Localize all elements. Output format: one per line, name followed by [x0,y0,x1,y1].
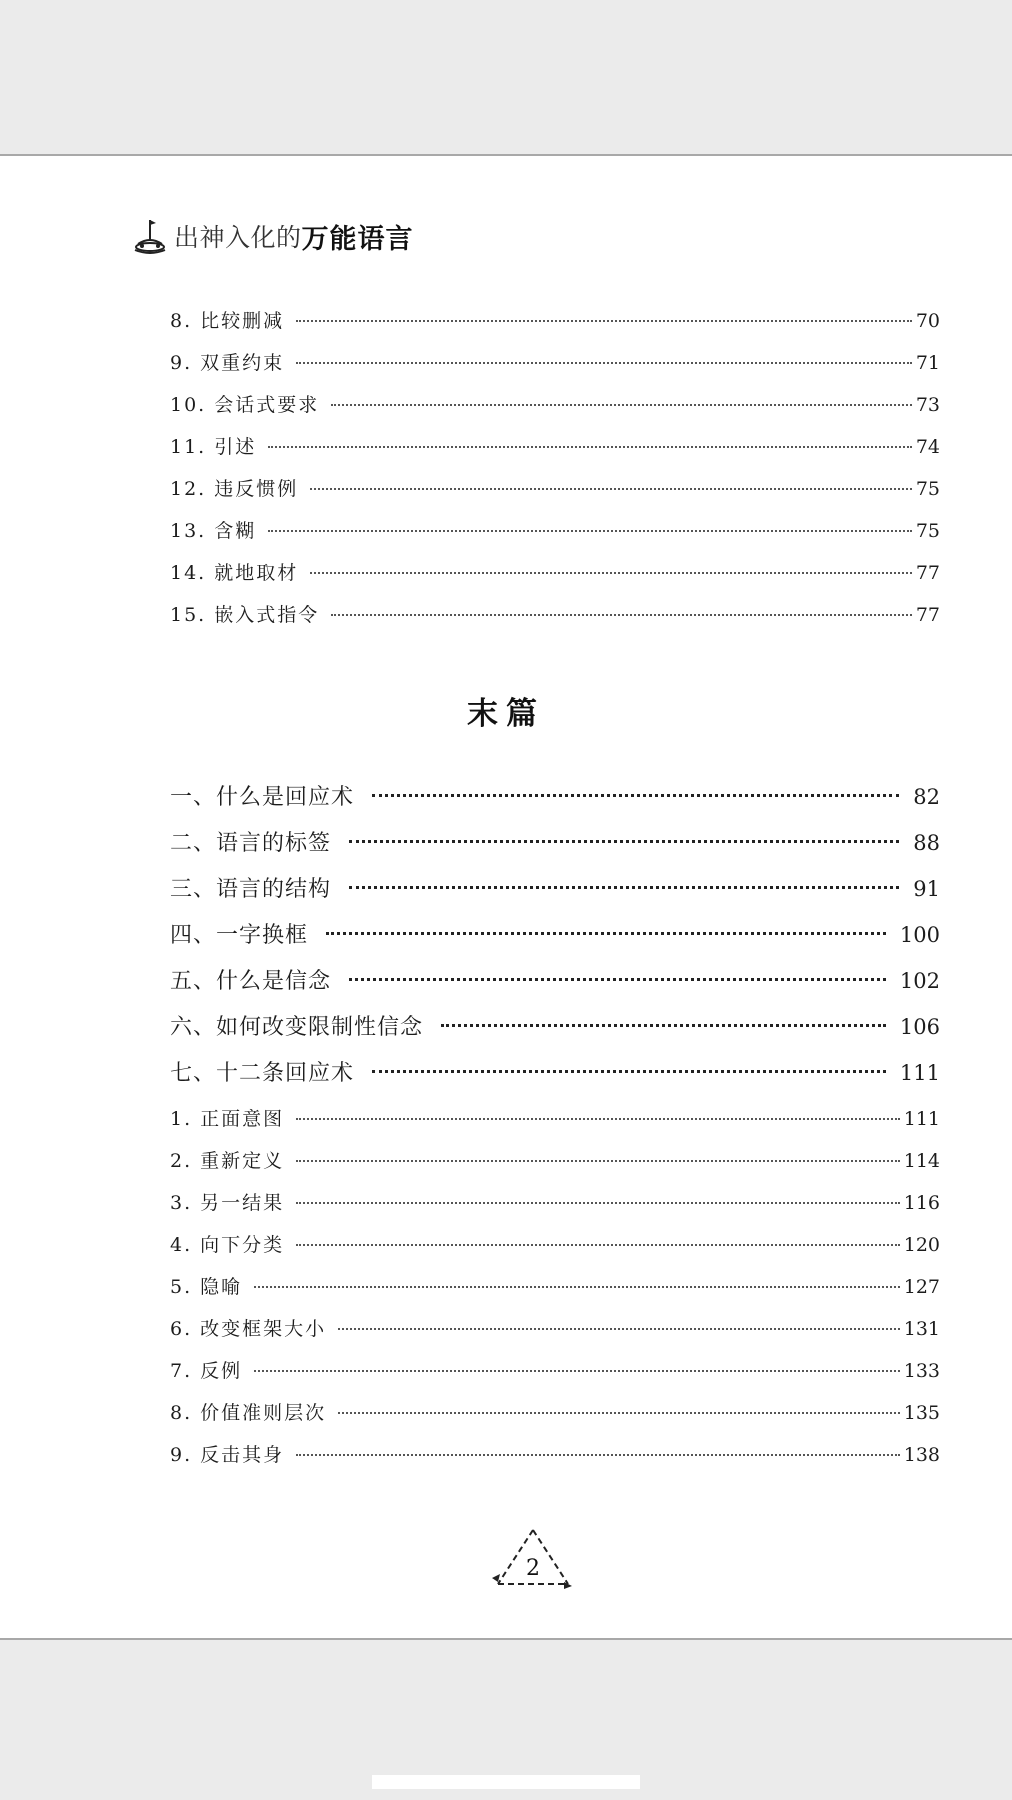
dot-leader [331,404,912,406]
dot-leader [441,1024,886,1027]
toc-chapter-label: 七、十二条回应术 [170,1061,355,1086]
toc-entry-label: 8. 价值准则层次 [170,1402,327,1424]
toc-entry-label: 9. 双重约束 [170,352,285,374]
dot-leader [310,572,912,574]
toc-chapter-entry[interactable] [170,1010,940,1041]
header-title-light: 出神入化的 [174,223,302,252]
toc-entry-page: 73 [915,394,940,416]
toc-chapter-entry[interactable] [170,964,940,995]
toc-entry-label: 11. 引述 [170,436,257,458]
dot-leader [296,1160,900,1162]
toc-entry-label: 7. 反例 [170,1360,243,1382]
book-page [0,154,1012,1640]
toc-entry-page: 127 [903,1276,940,1298]
toc-entry-page: 77 [915,562,940,584]
toc-entry-page: 71 [915,352,940,374]
toc-chapter-entry[interactable] [170,780,940,811]
home-indicator-bar[interactable] [372,1775,640,1789]
dot-leader [372,1070,886,1073]
toc-chapter-page: 91 [913,877,940,901]
dot-leader [331,614,912,616]
dot-leader [310,488,912,490]
toc-chapter-page: 106 [899,1015,940,1039]
toc-chapter-entry[interactable] [170,826,940,857]
toc-entry-label: 15. 嵌入式指令 [170,604,320,626]
dot-leader [349,978,886,981]
dot-leader [268,530,912,532]
toc-entry-page: 135 [903,1402,940,1424]
screen-top-margin [0,0,1012,153]
dot-leader [338,1412,900,1414]
dot-leader [268,446,912,448]
toc-entry-label: 9. 反击其身 [170,1444,285,1466]
toc-entry-page: 131 [903,1318,940,1340]
toc-entry[interactable] [170,1314,940,1341]
toc-chapter-page: 111 [899,1061,940,1085]
toc-entry[interactable] [170,1356,940,1383]
toc-entry-label: 10. 会话式要求 [170,394,320,416]
dot-leader [254,1370,900,1372]
dot-leader [296,1454,900,1456]
toc-entry-label: 3. 另一结果 [170,1192,285,1214]
dot-leader [296,320,912,322]
toc-chapter-page: 82 [913,785,940,809]
toc-entry-page: 75 [915,520,940,542]
dot-leader [326,932,886,935]
toc-chapter-page: 88 [913,831,940,855]
toc-entry-label: 8. 比较删减 [170,310,285,332]
toc-entry[interactable] [170,1146,940,1173]
toc-entry[interactable] [170,348,940,375]
toc-chapter-label: 五、什么是信念 [170,969,332,994]
toc-entry[interactable] [170,390,940,417]
toc-entry-label: 12. 违反惯例 [170,478,299,500]
toc-entry-page: 133 [903,1360,940,1382]
toc-entry-label: 6. 改变框架大小 [170,1318,327,1340]
running-header [130,216,414,256]
toc-entry[interactable] [170,1104,940,1131]
toc-entry-page: 116 [903,1192,940,1214]
dot-leader [296,1202,900,1204]
toc-chapter-entry[interactable] [170,872,940,903]
toc-entry-label: 4. 向下分类 [170,1234,285,1256]
dot-leader [296,362,912,364]
toc-entry-page: 70 [915,310,940,332]
toc-chapter-entry[interactable] [170,1056,940,1087]
toc-entry-page: 111 [903,1108,940,1130]
toc-chapter-page: 100 [899,923,940,947]
toc-chapter-label: 二、语言的标签 [170,831,332,856]
toc-entry[interactable] [170,516,940,543]
toc-entry[interactable] [170,432,940,459]
toc-entry[interactable] [170,1188,940,1215]
toc-entry[interactable] [170,558,940,585]
toc-entry[interactable] [170,1272,940,1299]
page-number: 2 [526,1556,540,1581]
toc-chapter-label: 三、语言的结构 [170,877,332,902]
toc-entry-page: 75 [915,478,940,500]
header-title-bold: 万能语言 [301,223,414,255]
dot-leader [338,1328,900,1330]
toc-chapter-label: 四、一字换框 [170,923,309,948]
dot-leader [296,1118,900,1120]
toc-entry-label: 2. 重新定义 [170,1150,285,1172]
toc-entry-page: 120 [903,1234,940,1256]
page-number-mark [488,1526,578,1591]
toc-entry-label: 1. 正面意图 [170,1108,285,1130]
toc-entry-page: 138 [903,1444,940,1466]
toc-entry[interactable] [170,306,940,333]
toc-entry-label: 14. 就地取材 [170,562,299,584]
dot-leader [254,1286,900,1288]
toc-chapter-label: 六、如何改变限制性信念 [170,1015,424,1040]
toc-entry[interactable] [170,1230,940,1257]
dot-leader [296,1244,900,1246]
toc-entry-page: 114 [903,1150,940,1172]
toc-entry-page: 77 [915,604,940,626]
toc-entry[interactable] [170,1398,940,1425]
toc-entry[interactable] [170,600,940,627]
toc-chapter-entry[interactable] [170,918,940,949]
toc-entry[interactable] [170,1440,940,1467]
dot-leader [349,840,899,843]
toc-entry-label: 5. 隐喻 [170,1276,243,1298]
dot-leader [349,886,899,889]
dot-leader [372,794,899,797]
toc-chapter-page: 102 [899,969,940,993]
toc-entry-label: 13. 含糊 [170,520,257,542]
lotus-lamp-icon [130,216,170,256]
toc-chapter-label: 一、什么是回应术 [170,785,355,810]
section-title: 末篇 [467,696,545,732]
toc-entry[interactable] [170,474,940,501]
toc-entry-page: 74 [915,436,940,458]
